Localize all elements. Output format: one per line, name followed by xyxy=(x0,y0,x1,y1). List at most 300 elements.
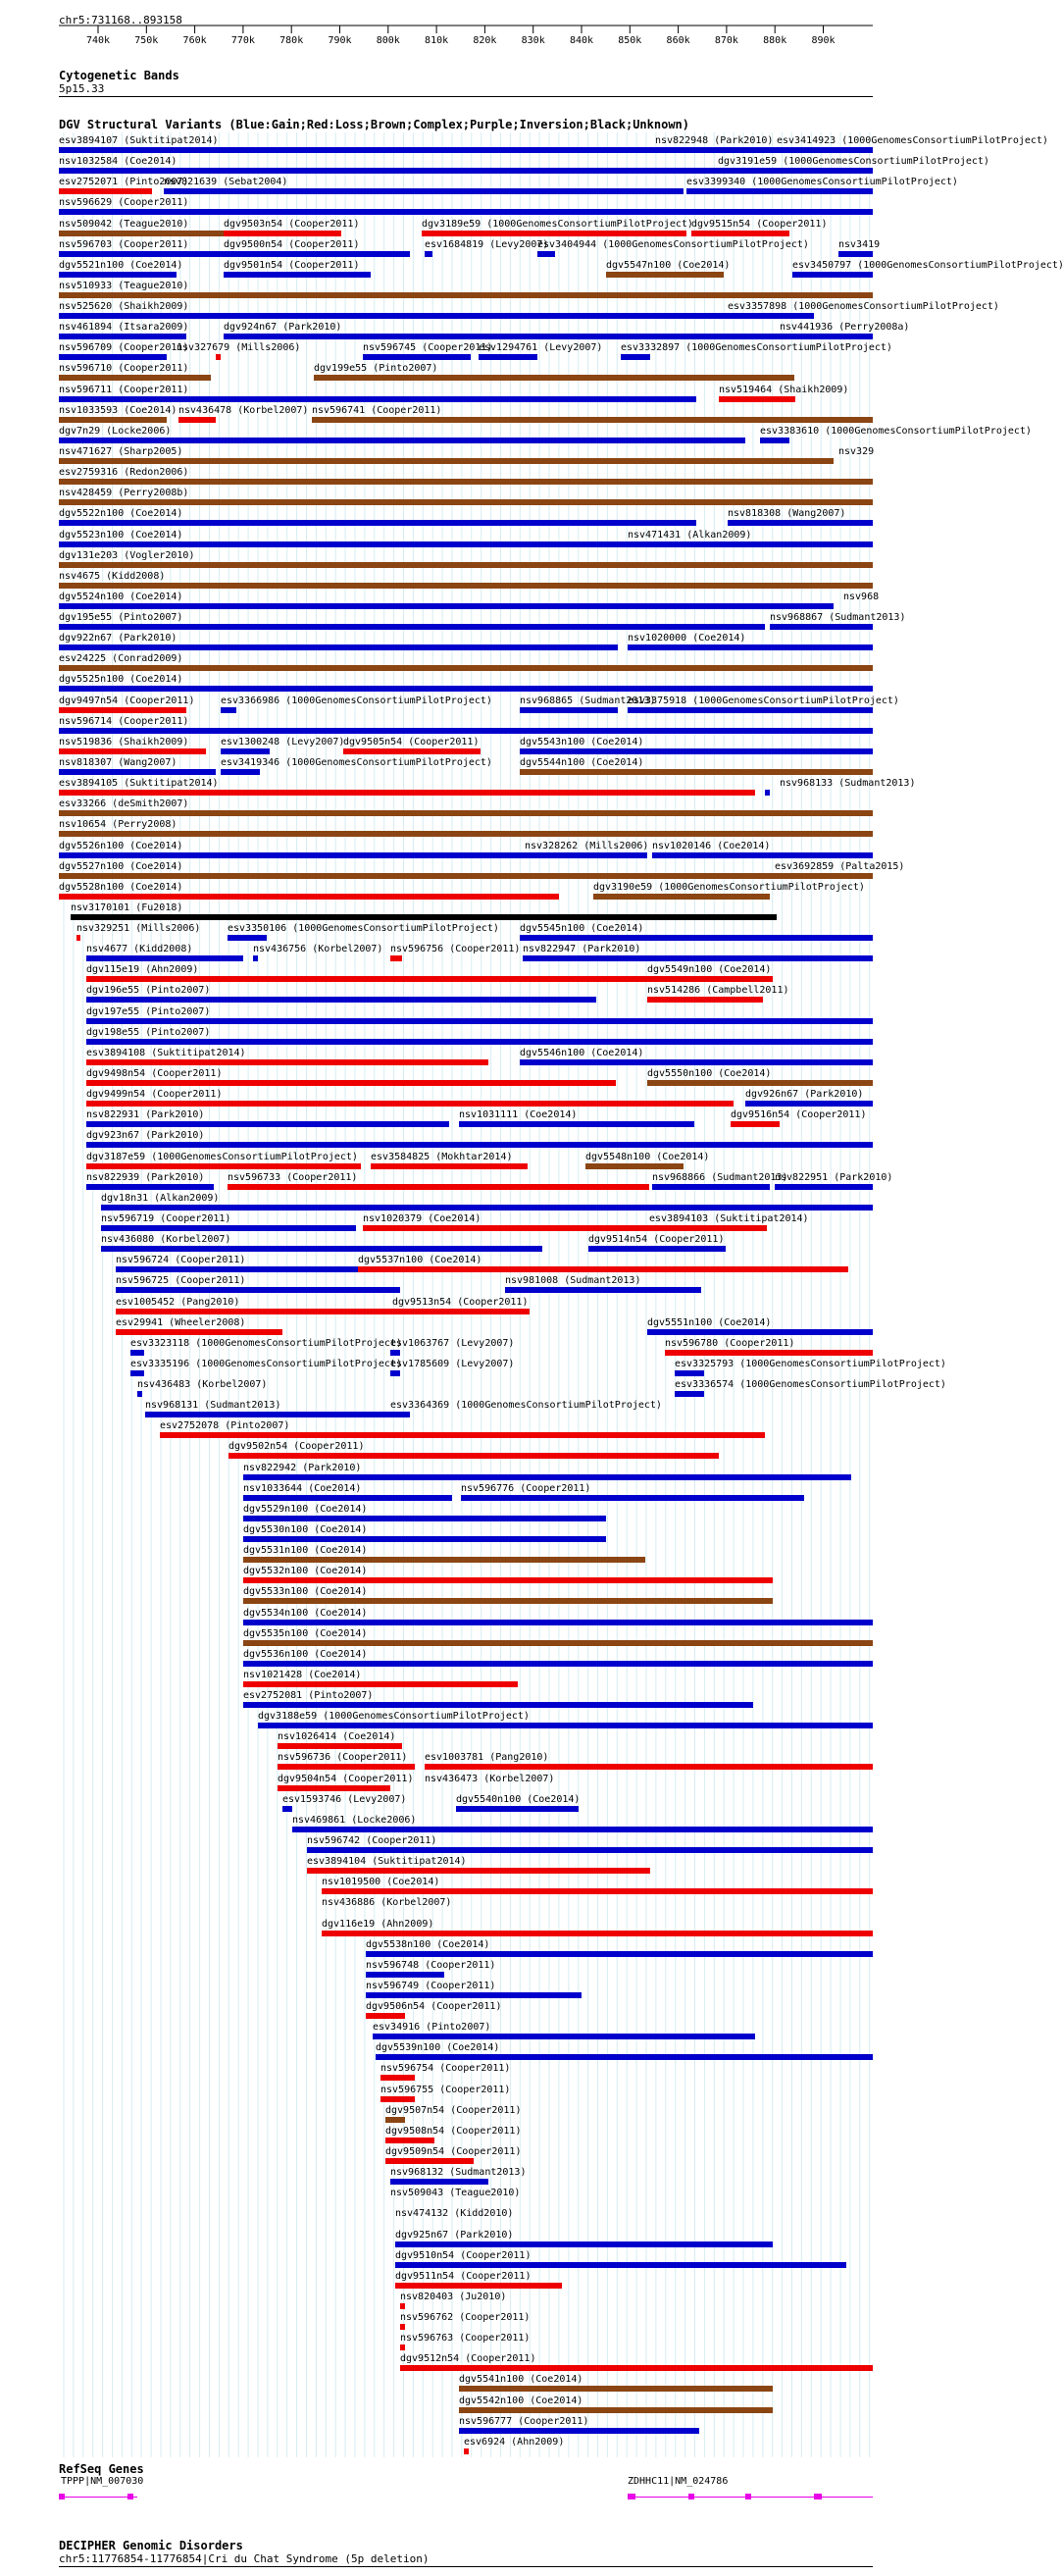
variant-label[interactable]: dgv5526n100 (Coe2014) xyxy=(59,841,183,851)
variant-bar-brown[interactable] xyxy=(593,894,770,900)
variant-bar-red[interactable] xyxy=(307,1868,650,1874)
variant-label[interactable]: dgv3189e59 (1000GenomesConsortiumPilotProject) xyxy=(422,219,693,230)
variant-label[interactable]: nsv474132 (Kidd2010) xyxy=(395,2208,514,2219)
variant-bar-blue[interactable] xyxy=(523,955,873,961)
variant-bar-blue[interactable] xyxy=(101,1225,356,1231)
variant-label[interactable]: nsv822947 (Park2010) xyxy=(523,944,641,954)
variant-bar-blue[interactable] xyxy=(59,396,696,402)
variant-label[interactable]: dgv5528n100 (Coe2014) xyxy=(59,882,183,893)
variant-bar-red[interactable] xyxy=(86,1080,616,1086)
variant-bar-brown[interactable] xyxy=(243,1640,873,1646)
variant-bar-blue[interactable] xyxy=(221,769,260,775)
variant-label[interactable]: dgv9510n54 (Cooper2011) xyxy=(395,2250,532,2261)
variant-label[interactable]: dgv198e55 (Pinto2007) xyxy=(86,1027,211,1038)
variant-label[interactable]: dgv9516n54 (Cooper2011) xyxy=(731,1109,867,1120)
variant-bar-blue[interactable] xyxy=(390,1370,400,1376)
variant-bar-blue[interactable] xyxy=(224,272,371,278)
variant-bar-blue[interactable] xyxy=(363,354,471,360)
variant-label[interactable]: nsv1019500 (Coe2014) xyxy=(322,1877,440,1887)
variant-bar-red[interactable] xyxy=(647,997,763,1003)
variant-label[interactable]: esv1300248 (Levy2007) xyxy=(221,737,345,747)
variant-label[interactable]: nsv596745 (Cooper2011) xyxy=(363,342,493,353)
variant-label[interactable]: nsv818307 (Wang2007) xyxy=(59,757,177,768)
variant-bar-red[interactable] xyxy=(116,1329,282,1335)
variant-bar-brown[interactable] xyxy=(459,2386,773,2392)
variant-bar-blue[interactable] xyxy=(130,1350,144,1356)
variant-label[interactable]: esv6924 (Ahn2009) xyxy=(464,2437,565,2447)
variant-bar-blue[interactable] xyxy=(243,1620,873,1625)
variant-bar-brown[interactable] xyxy=(59,810,873,816)
variant-label[interactable]: dgv9511n54 (Cooper2011) xyxy=(395,2271,532,2282)
variant-label[interactable]: dgv922n67 (Park2010) xyxy=(59,633,177,644)
variant-bar-blue[interactable] xyxy=(243,1516,606,1521)
variant-label[interactable]: esv1063767 (Levy2007) xyxy=(390,1338,515,1349)
variant-bar-red[interactable] xyxy=(86,1059,488,1065)
variant-label[interactable]: dgv923n67 (Park2010) xyxy=(86,1130,205,1141)
variant-label[interactable]: esv1684819 (Levy2007) xyxy=(425,239,549,250)
variant-bar-red[interactable] xyxy=(178,417,216,423)
variant-bar-red[interactable] xyxy=(691,231,789,236)
variant-label[interactable]: dgv924n67 (Park2010) xyxy=(224,322,342,333)
variant-label[interactable]: dgv5545n100 (Coe2014) xyxy=(520,923,644,934)
variant-label[interactable]: nsv436478 (Korbel2007) xyxy=(178,405,309,416)
variant-bar-blue[interactable] xyxy=(243,1495,452,1501)
variant-bar-brown[interactable] xyxy=(647,1080,873,1086)
variant-bar-brown[interactable] xyxy=(385,2117,405,2123)
variant-bar-blue[interactable] xyxy=(59,728,873,734)
variant-bar-blue[interactable] xyxy=(145,1412,390,1417)
variant-bar-blue[interactable] xyxy=(282,1806,292,1812)
variant-label[interactable]: nsv822942 (Park2010) xyxy=(243,1463,362,1473)
variant-label[interactable]: nsv1033593 (Coe2014) xyxy=(59,405,177,416)
variant-label[interactable]: dgv5538n100 (Coe2014) xyxy=(366,1939,490,1950)
variant-label[interactable]: nsv596719 (Cooper2011) xyxy=(101,1213,231,1224)
variant-label[interactable]: dgv116e19 (Ahn2009) xyxy=(322,1919,434,1930)
variant-label[interactable]: esv1785609 (Levy2007) xyxy=(390,1359,515,1369)
variant-bar-brown[interactable] xyxy=(59,873,775,879)
variant-bar-blue[interactable] xyxy=(59,272,177,278)
variant-bar-blue[interactable] xyxy=(101,1205,873,1211)
variant-bar-red[interactable] xyxy=(649,1225,767,1231)
variant-bar-blue[interactable] xyxy=(780,334,873,339)
variant-label[interactable]: dgv5541n100 (Coe2014) xyxy=(459,2374,583,2385)
variant-label[interactable]: esv3399340 (1000GenomesConsortiumPilotProject) xyxy=(686,177,958,187)
variant-bar-blue[interactable] xyxy=(395,2241,773,2247)
variant-label[interactable]: esv3584825 (Mokhtar2014) xyxy=(371,1152,513,1162)
variant-bar-blue[interactable] xyxy=(456,1806,579,1812)
variant-bar-blue[interactable] xyxy=(101,1246,542,1252)
variant-label[interactable]: dgv5551n100 (Coe2014) xyxy=(647,1317,772,1328)
variant-label[interactable]: esv3419346 (1000GenomesConsortiumPilotProject) xyxy=(221,757,492,768)
variant-bar-red[interactable] xyxy=(224,231,341,236)
variant-bar-red[interactable] xyxy=(278,1743,402,1749)
variant-bar-blue[interactable] xyxy=(390,1412,410,1417)
variant-label[interactable]: nsv596710 (Cooper2011) xyxy=(59,363,189,374)
variant-label[interactable]: dgv9514n54 (Cooper2011) xyxy=(588,1234,725,1245)
variant-label[interactable]: dgv5527n100 (Coe2014) xyxy=(59,861,183,872)
variant-label[interactable]: esv3894105 (Suktitipat2014) xyxy=(59,778,219,789)
variant-bar-blue[interactable] xyxy=(228,935,267,941)
variant-bar-blue[interactable] xyxy=(243,1536,606,1542)
variant-label[interactable]: nsv981008 (Sudmant2013) xyxy=(505,1275,641,1286)
variant-label[interactable]: nsv820403 (Ju2010) xyxy=(400,2292,507,2302)
variant-label[interactable]: nsv329 xyxy=(838,446,875,457)
variant-bar-red[interactable] xyxy=(380,2096,415,2102)
variant-label[interactable]: dgv5546n100 (Coe2014) xyxy=(520,1048,644,1058)
variant-label[interactable]: nsv596754 (Cooper2011) xyxy=(380,2063,511,2074)
variant-label[interactable]: nsv327679 (Mills2006) xyxy=(177,342,301,353)
variant-bar-blue[interactable] xyxy=(520,707,618,713)
variant-bar-red[interactable] xyxy=(400,2344,405,2350)
variant-bar-blue[interactable] xyxy=(221,748,270,754)
variant-bar-blue[interactable] xyxy=(116,1287,400,1293)
variant-label[interactable]: esv2759316 (Redon2006) xyxy=(59,467,189,478)
variant-bar-brown[interactable] xyxy=(59,292,873,298)
variant-label[interactable]: esv3375918 (1000GenomesConsortiumPilotProject) xyxy=(628,696,899,706)
variant-label[interactable]: nsv329251 (Mills2006) xyxy=(76,923,201,934)
variant-label[interactable]: nsv436756 (Korbel2007) xyxy=(253,944,383,954)
variant-bar-blue[interactable] xyxy=(59,334,186,339)
variant-label[interactable]: dgv5548n100 (Coe2014) xyxy=(585,1152,710,1162)
variant-label[interactable]: dgv9506n54 (Cooper2011) xyxy=(366,2001,502,2012)
variant-bar-blue[interactable] xyxy=(628,707,873,713)
variant-label[interactable]: nsv596741 (Cooper2011) xyxy=(312,405,442,416)
variant-bar-blue[interactable] xyxy=(647,1329,873,1335)
variant-label[interactable]: nsv519836 (Shaikh2009) xyxy=(59,737,189,747)
variant-label[interactable]: esv3357898 (1000GenomesConsortiumPilotProject) xyxy=(728,301,999,312)
variant-label[interactable]: nsv509042 (Teague2010) xyxy=(59,219,189,230)
variant-label[interactable]: esv3335196 (1000GenomesConsortiumPilotProject) xyxy=(130,1359,402,1369)
variant-bar-red[interactable] xyxy=(59,707,186,713)
variant-label[interactable]: dgv196e55 (Pinto2007) xyxy=(86,985,211,996)
variant-label[interactable]: nsv596714 (Cooper2011) xyxy=(59,716,189,727)
variant-bar-blue[interactable] xyxy=(137,1391,142,1397)
variant-bar-blue[interactable] xyxy=(376,2054,873,2060)
variant-label[interactable]: esv34916 (Pinto2007) xyxy=(373,2022,491,2033)
variant-label[interactable]: nsv596736 (Cooper2011) xyxy=(278,1752,408,1763)
variant-label[interactable]: nsv596711 (Cooper2011) xyxy=(59,385,189,395)
variant-label[interactable]: dgv5525n100 (Coe2014) xyxy=(59,674,183,685)
variant-bar-blue[interactable] xyxy=(86,1142,873,1148)
variant-label[interactable]: nsv461894 (Itsara2009) xyxy=(59,322,189,333)
variant-label[interactable]: nsv3419 xyxy=(838,239,881,250)
variant-bar-red[interactable] xyxy=(392,1309,530,1314)
variant-label[interactable]: dgv5522n100 (Coe2014) xyxy=(59,508,183,519)
variant-bar-red[interactable] xyxy=(59,894,559,900)
variant-label[interactable]: nsv596724 (Cooper2011) xyxy=(116,1255,246,1265)
variant-bar-red[interactable] xyxy=(278,1785,390,1791)
variant-bar-red[interactable] xyxy=(422,231,686,236)
variant-label[interactable]: nsv968865 (Sudmant2013) xyxy=(520,696,656,706)
variant-bar-blue[interactable] xyxy=(292,1827,873,1832)
variant-bar-red[interactable] xyxy=(116,1309,400,1314)
variant-bar-blue[interactable] xyxy=(520,748,873,754)
variant-bar-blue[interactable] xyxy=(86,997,596,1003)
variant-bar-brown[interactable] xyxy=(59,831,873,837)
variant-label[interactable]: dgv195e55 (Pinto2007) xyxy=(59,612,183,623)
variant-label[interactable]: nsv968866 (Sudmant2013) xyxy=(652,1172,788,1183)
variant-bar-red[interactable] xyxy=(343,748,481,754)
variant-bar-blue[interactable] xyxy=(390,2179,488,2185)
variant-label[interactable]: nsv822951 (Park2010) xyxy=(775,1172,893,1183)
variant-bar-red[interactable] xyxy=(665,1350,873,1356)
variant-label[interactable]: nsv1020000 (Coe2014) xyxy=(628,633,746,644)
variant-bar-blue[interactable] xyxy=(164,188,684,194)
variant-bar-blue[interactable] xyxy=(59,251,226,257)
variant-label[interactable]: dgv18n31 (Alkan2009) xyxy=(101,1193,220,1204)
variant-label[interactable]: nsv1021428 (Coe2014) xyxy=(243,1670,362,1680)
variant-label[interactable]: dgv9498n54 (Cooper2011) xyxy=(86,1068,223,1079)
variant-bar-blue[interactable] xyxy=(243,1702,753,1708)
variant-label[interactable]: esv3450797 (1000GenomesConsortiumPilotProject) xyxy=(792,260,1064,271)
variant-label[interactable]: esv24225 (Conrad2009) xyxy=(59,653,183,664)
variant-bar-blue[interactable] xyxy=(621,354,650,360)
variant-label[interactable]: esv3894107 (Suktitipat2014) xyxy=(59,135,219,146)
variant-label[interactable]: esv3350106 (1000GenomesConsortiumPilotProject) xyxy=(228,923,499,934)
variant-bar-blue[interactable] xyxy=(395,2262,846,2268)
variant-label[interactable]: dgv5539n100 (Coe2014) xyxy=(376,2042,500,2053)
variant-label[interactable]: nsv510933 (Teague2010) xyxy=(59,281,189,291)
variant-label[interactable]: dgv3191e59 (1000GenomesConsortiumPilotProject) xyxy=(718,156,989,167)
variant-label[interactable]: esv2752078 (Pinto2007) xyxy=(160,1420,290,1431)
variant-label[interactable]: dgv5532n100 (Coe2014) xyxy=(243,1566,368,1576)
variant-label[interactable]: esv2752081 (Pinto2007) xyxy=(243,1690,374,1701)
variant-label[interactable]: dgv9507n54 (Cooper2011) xyxy=(385,2105,522,2116)
variant-bar-red[interactable] xyxy=(731,1121,780,1127)
variant-label[interactable]: nsv596742 (Cooper2011) xyxy=(307,1835,437,1846)
variant-bar-red[interactable] xyxy=(464,2448,469,2454)
variant-bar-blue[interactable] xyxy=(652,1184,770,1190)
variant-bar-red[interactable] xyxy=(719,396,795,402)
variant-bar-blue[interactable] xyxy=(459,1121,694,1127)
variant-label[interactable]: nsv822931 (Park2010) xyxy=(86,1109,205,1120)
variant-label[interactable]: esv3332897 (1000GenomesConsortiumPilotProject) xyxy=(621,342,892,353)
variant-label[interactable]: dgv131e203 (Vogler2010) xyxy=(59,550,195,561)
variant-label[interactable]: esv1005452 (Pang2010) xyxy=(116,1297,240,1308)
variant-label[interactable]: esv1003781 (Pang2010) xyxy=(425,1752,549,1763)
variant-label[interactable]: esv33266 (deSmith2007) xyxy=(59,799,189,809)
variant-label[interactable]: esv3692859 (Palta2015) xyxy=(775,861,905,872)
variant-label[interactable]: nsv596780 (Cooper2011) xyxy=(665,1338,795,1349)
variant-bar-blue[interactable] xyxy=(86,955,243,961)
variant-bar-brown[interactable] xyxy=(59,231,226,236)
variant-bar-red[interactable] xyxy=(395,2283,562,2289)
variant-label[interactable]: nsv1033644 (Coe2014) xyxy=(243,1483,362,1494)
variant-label[interactable]: nsv968867 (Sudmant2013) xyxy=(770,612,906,623)
variant-label[interactable]: nsv818308 (Wang2007) xyxy=(728,508,846,519)
variant-bar-brown[interactable] xyxy=(312,417,873,423)
variant-bar-blue[interactable] xyxy=(243,1474,851,1480)
variant-bar-black[interactable] xyxy=(71,914,777,920)
variant-label[interactable]: dgv5535n100 (Coe2014) xyxy=(243,1628,368,1639)
variant-bar-blue[interactable] xyxy=(224,251,410,257)
variant-bar-red[interactable] xyxy=(243,1681,518,1687)
variant-bar-brown[interactable] xyxy=(59,583,873,589)
variant-label[interactable]: dgv5533n100 (Coe2014) xyxy=(243,1586,368,1597)
variant-label[interactable]: dgv3190e59 (1000GenomesConsortiumPilotProject) xyxy=(593,882,865,893)
variant-label[interactable]: esv3323118 (1000GenomesConsortiumPilotProject) xyxy=(130,1338,402,1349)
variant-bar-blue[interactable] xyxy=(59,438,745,443)
variant-label[interactable]: nsv436886 (Korbel2007) xyxy=(322,1897,452,1908)
decipher-entry[interactable]: chr5:11776854-11776854|Cri du Chat Syndrome (5p deletion) xyxy=(59,2552,430,2565)
variant-bar-brown[interactable] xyxy=(775,873,873,879)
variant-bar-blue[interactable] xyxy=(224,334,861,339)
variant-label[interactable]: nsv428459 (Perry2008b) xyxy=(59,488,189,498)
variant-bar-red[interactable] xyxy=(228,1184,649,1190)
variant-bar-blue[interactable] xyxy=(777,147,873,153)
variant-label[interactable]: dgv5529n100 (Coe2014) xyxy=(243,1504,368,1515)
variant-label[interactable]: dgv3187e59 (1000GenomesConsortiumPilotProject) xyxy=(86,1152,358,1162)
variant-bar-red[interactable] xyxy=(322,1888,873,1894)
variant-bar-red[interactable] xyxy=(76,935,80,941)
variant-bar-red[interactable] xyxy=(400,2303,405,2309)
variant-bar-blue[interactable] xyxy=(588,1246,726,1252)
variant-label[interactable]: nsv514286 (Campbell2011) xyxy=(647,985,789,996)
variant-bar-blue[interactable] xyxy=(520,1059,873,1065)
variant-label[interactable]: dgv5521n100 (Coe2014) xyxy=(59,260,183,271)
variant-label[interactable]: nsv596709 (Cooper2011) xyxy=(59,342,189,353)
variant-bar-brown[interactable] xyxy=(243,1598,773,1604)
variant-label[interactable]: nsv1026414 (Coe2014) xyxy=(278,1731,396,1742)
variant-label[interactable]: nsv596749 (Cooper2011) xyxy=(366,1981,496,1991)
variant-label[interactable]: nsv441936 (Perry2008a) xyxy=(780,322,910,333)
variant-bar-blue[interactable] xyxy=(221,707,236,713)
variant-bar-blue[interactable] xyxy=(59,541,628,547)
variant-label[interactable]: esv1593746 (Levy2007) xyxy=(282,1794,407,1805)
variant-label[interactable]: nsv968132 (Sudmant2013) xyxy=(390,2167,527,2178)
variant-bar-red[interactable] xyxy=(216,354,221,360)
variant-bar-blue[interactable] xyxy=(59,520,696,526)
variant-label[interactable]: esv3364369 (1000GenomesConsortiumPilotProject) xyxy=(390,1400,662,1411)
variant-bar-blue[interactable] xyxy=(505,1287,701,1293)
variant-bar-red[interactable] xyxy=(59,188,152,194)
variant-bar-blue[interactable] xyxy=(59,769,216,775)
variant-bar-blue[interactable] xyxy=(59,168,873,174)
refseq-gene-label[interactable]: TPPP|NM_007030 xyxy=(61,2476,144,2487)
variant-bar-red[interactable] xyxy=(366,2013,405,2019)
variant-label[interactable]: nsv596777 (Cooper2011) xyxy=(459,2416,589,2427)
variant-label[interactable]: dgv5530n100 (Coe2014) xyxy=(243,1524,368,1535)
variant-bar-blue[interactable] xyxy=(86,1039,873,1045)
variant-bar-blue[interactable] xyxy=(520,935,873,941)
variant-label[interactable]: nsv3170101 (Fu2018) xyxy=(71,902,183,913)
variant-label[interactable]: dgv5542n100 (Coe2014) xyxy=(459,2396,583,2406)
variant-bar-blue[interactable] xyxy=(652,852,873,858)
variant-bar-blue[interactable] xyxy=(728,520,873,526)
variant-bar-blue[interactable] xyxy=(59,313,814,319)
variant-bar-brown[interactable] xyxy=(59,479,873,485)
variant-bar-blue[interactable] xyxy=(86,1018,873,1024)
variant-label[interactable]: dgv5540n100 (Coe2014) xyxy=(456,1794,581,1805)
variant-bar-blue[interactable] xyxy=(675,1391,704,1397)
variant-bar-blue[interactable] xyxy=(366,1992,582,1998)
variant-bar-blue[interactable] xyxy=(130,1370,144,1376)
variant-bar-blue[interactable] xyxy=(675,1370,704,1376)
variant-bar-blue[interactable] xyxy=(59,603,834,609)
variant-label[interactable]: dgv9509n54 (Cooper2011) xyxy=(385,2146,522,2157)
variant-bar-brown[interactable] xyxy=(606,272,724,278)
variant-label[interactable]: nsv822939 (Park2010) xyxy=(86,1172,205,1183)
variant-bar-blue[interactable] xyxy=(366,1972,444,1978)
variant-bar-red[interactable] xyxy=(278,1764,415,1770)
variant-label[interactable]: esv3366986 (1000GenomesConsortiumPilotProject) xyxy=(221,696,492,706)
variant-bar-blue[interactable] xyxy=(59,644,618,650)
variant-label[interactable]: nsv596756 (Cooper2011) xyxy=(390,944,521,954)
variant-label[interactable]: nsv509043 (Teague2010) xyxy=(390,2188,521,2198)
variant-label[interactable]: dgv5544n100 (Coe2014) xyxy=(520,757,644,768)
variant-label[interactable]: nsv436483 (Korbel2007) xyxy=(137,1379,268,1390)
variant-bar-blue[interactable] xyxy=(59,852,647,858)
variant-bar-brown[interactable] xyxy=(59,562,873,568)
variant-label[interactable]: dgv9499n54 (Cooper2011) xyxy=(86,1089,223,1100)
variant-bar-brown[interactable] xyxy=(59,417,167,423)
variant-bar-blue[interactable] xyxy=(760,438,789,443)
variant-bar-blue[interactable] xyxy=(770,624,873,630)
variant-bar-red[interactable] xyxy=(228,1453,719,1459)
variant-label[interactable]: dgv9501n54 (Cooper2011) xyxy=(224,260,360,271)
variant-bar-blue[interactable] xyxy=(373,2034,755,2039)
refseq-gene-track[interactable] xyxy=(59,2497,137,2498)
variant-label[interactable]: nsv1020379 (Coe2014) xyxy=(363,1213,481,1224)
variant-label[interactable]: dgv9497n54 (Cooper2011) xyxy=(59,696,195,706)
variant-label[interactable]: nsv1031111 (Coe2014) xyxy=(459,1109,578,1120)
variant-bar-red[interactable] xyxy=(59,790,755,796)
variant-label[interactable]: esv3383610 (1000GenomesConsortiumPilotProject) xyxy=(760,426,1032,437)
variant-label[interactable]: dgv9504n54 (Cooper2011) xyxy=(278,1774,414,1784)
refseq-gene-label[interactable]: ZDHHC11|NM_024786 xyxy=(628,2476,729,2487)
variant-bar-blue[interactable] xyxy=(59,147,814,153)
variant-bar-brown[interactable] xyxy=(59,458,834,464)
variant-label[interactable]: dgv199e55 (Pinto2007) xyxy=(314,363,438,374)
variant-bar-blue[interactable] xyxy=(86,1121,449,1127)
variant-label[interactable]: nsv469861 (Locke2006) xyxy=(292,1815,417,1826)
variant-bar-red[interactable] xyxy=(160,1432,765,1438)
variant-bar-blue[interactable] xyxy=(459,2428,699,2434)
variant-bar-blue[interactable] xyxy=(686,188,873,194)
variant-label[interactable]: nsv596762 (Cooper2011) xyxy=(400,2312,531,2323)
variant-label[interactable]: nsv968 xyxy=(843,592,880,602)
variant-label[interactable]: nsv436080 (Korbel2007) xyxy=(101,1234,231,1245)
variant-label[interactable]: dgv5534n100 (Coe2014) xyxy=(243,1608,368,1619)
variant-bar-brown[interactable] xyxy=(59,665,873,671)
variant-label[interactable]: dgv5524n100 (Coe2014) xyxy=(59,592,183,602)
variant-label[interactable]: dgv5549n100 (Coe2014) xyxy=(647,964,772,975)
variant-bar-blue[interactable] xyxy=(425,251,432,257)
variant-label[interactable]: nsv596748 (Cooper2011) xyxy=(366,1960,496,1971)
variant-bar-blue[interactable] xyxy=(243,1661,873,1667)
variant-label[interactable]: dgv926n67 (Park2010) xyxy=(745,1089,864,1100)
variant-label[interactable]: esv3894104 (Suktitipat2014) xyxy=(307,1856,467,1867)
variant-bar-red[interactable] xyxy=(322,1931,873,1936)
variant-label[interactable]: esv3336574 (1000GenomesConsortiumPilotProject) xyxy=(675,1379,946,1390)
variant-bar-red[interactable] xyxy=(380,2075,415,2081)
variant-label[interactable]: nsv596733 (Cooper2011) xyxy=(228,1172,358,1183)
variant-label[interactable]: dgv9502n54 (Cooper2011) xyxy=(228,1441,365,1452)
variant-bar-blue[interactable] xyxy=(59,209,873,215)
variant-label[interactable]: nsv822948 (Park2010) xyxy=(655,135,774,146)
variant-bar-red[interactable] xyxy=(243,1577,773,1583)
variant-bar-blue[interactable] xyxy=(390,1350,400,1356)
variant-bar-red[interactable] xyxy=(358,1266,848,1272)
variant-bar-red[interactable] xyxy=(86,1163,361,1169)
variant-label[interactable]: dgv5550n100 (Coe2014) xyxy=(647,1068,772,1079)
variant-bar-blue[interactable] xyxy=(628,541,873,547)
variant-label[interactable]: esv3404944 (1000GenomesConsortiumPilotProject) xyxy=(537,239,809,250)
variant-bar-blue[interactable] xyxy=(59,624,765,630)
variant-label[interactable]: nsv596763 (Cooper2011) xyxy=(400,2333,531,2344)
variant-label[interactable]: nsv328262 (Mills2006) xyxy=(525,841,649,851)
variant-bar-red[interactable] xyxy=(385,2138,434,2143)
